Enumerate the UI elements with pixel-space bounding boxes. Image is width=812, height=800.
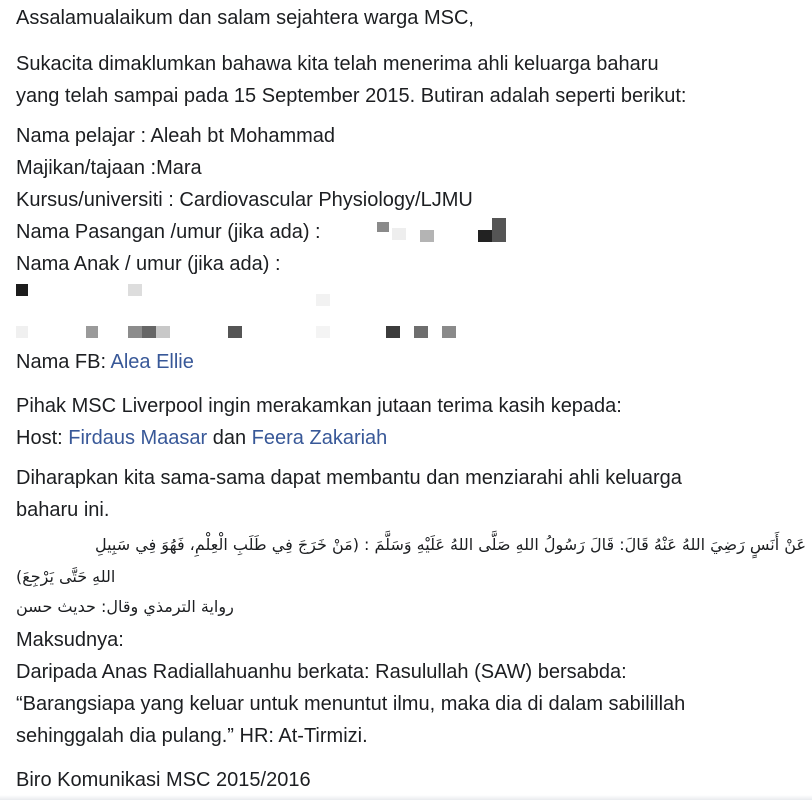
host-conjunction: dan (207, 427, 252, 449)
redacted-pixel (16, 284, 28, 296)
redacted-pixel (414, 326, 428, 338)
fb-label: Nama FB: (16, 351, 111, 373)
hope-paragraph (16, 462, 806, 526)
announcement-paragraph (16, 48, 806, 112)
redacted-pixel (128, 326, 142, 338)
greeting-text: Assalamualaikum dan salam sejahtera warga MSC, (16, 7, 474, 29)
redacted-pixel (142, 326, 156, 338)
hadith-arabic-line: عَنْ أَنَسٍ رَضِيَ اللهُ عَنْهُ قَالَ: قَالَ رَسُولُ اللهِ صَلَّى اللهُ عَلَيْهِ وَسَلَّمَ : (مَنْ خَرَجَ فِي طَلَبِ الْعِلْمِ، فَهُوَ فِي سَبِيلِ (94, 535, 806, 554)
redacted-pixel (386, 326, 400, 338)
details-block (16, 120, 806, 280)
meaning-line: sehinggalah dia pulang.” HR: At-Tirmizi. (16, 725, 368, 747)
host-line (16, 422, 806, 454)
meaning-paragraph (16, 624, 806, 752)
redacted-pixel (478, 230, 492, 242)
redacted-pixel (316, 326, 330, 338)
fb-name-line (16, 346, 806, 378)
meaning-line: Daripada Anas Radiallahuanhu berkata: Rasulullah (SAW) bersabda: (16, 661, 627, 683)
hadith-arabic-line: (اللهِ حَتَّى يَرْجِعَ (16, 567, 116, 586)
hope-line: baharu ini. (16, 499, 110, 521)
narration-arabic: رواية الترمذي وقال: حديث حسن (16, 597, 234, 616)
redacted-pixel (377, 222, 389, 232)
redacted-pixel (392, 228, 406, 240)
announcement-line: Sukacita dimaklumkan bahawa kita telah menerima ahli keluarga baharu (16, 53, 659, 75)
host-link-feera[interactable]: Feera Zakariah (251, 427, 388, 449)
host-label: Host: (16, 427, 69, 449)
detail-sponsor: Majikan/tajaan :Mara (16, 157, 202, 179)
hope-line: Diharapkan kita sama-sama dapat membantu dan menziarahi ahli keluarga (16, 467, 682, 489)
announcement-line: yang telah sampai pada 15 September 2015. Butiran adalah seperti berikut: (16, 85, 687, 107)
detail-children: Nama Anak / umur (jika ada) : (16, 253, 281, 275)
detail-spouse (16, 216, 806, 248)
redacted-pixel (228, 326, 242, 338)
thanks-line: Pihak MSC Liverpool ingin merakamkan jutaan terima kasih kepada: (16, 395, 622, 417)
redacted-pixel (128, 284, 142, 296)
post-bottom-divider (0, 795, 812, 800)
detail-student: Nama pelajar : Aleah bt Mohammad (16, 125, 336, 147)
redacted-children-block (16, 282, 806, 342)
redacted-pixel (420, 230, 434, 242)
meaning-line: “Barangsiapa yang keluar untuk menuntut ilmu, maka dia di dalam sabilillah (16, 693, 686, 715)
redacted-pixel (442, 326, 456, 338)
redacted-pixel (492, 218, 506, 242)
redacted-pixel (316, 294, 330, 306)
host-link-firdaus[interactable]: Firdaus Maasar (68, 427, 208, 449)
signature-text: Biro Komunikasi MSC 2015/2016 (16, 769, 311, 791)
redacted-pixel (156, 326, 170, 338)
redacted-pixel (86, 326, 98, 338)
meaning-label: Maksudnya: (16, 629, 124, 651)
redacted-pixel (16, 326, 28, 338)
detail-spouse-label: Nama Pasangan /umur (jika ada) : (16, 221, 321, 243)
detail-course: Kursus/universiti : Cardiovascular Physiology/LJMU (16, 189, 473, 211)
fb-profile-link[interactable]: Alea Ellie (110, 351, 194, 373)
thanks-paragraph (16, 390, 806, 454)
